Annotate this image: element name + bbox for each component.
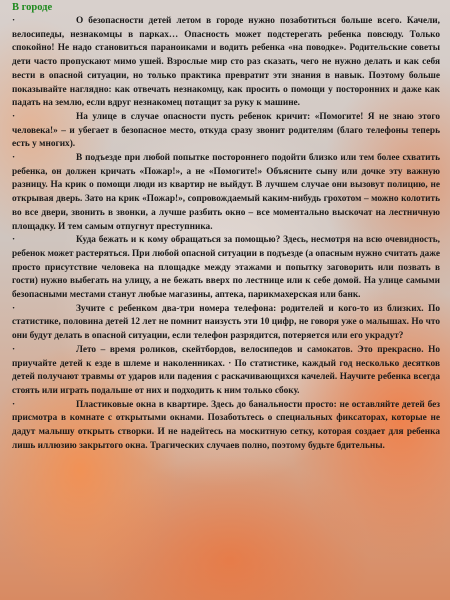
paragraph-text: На улице в случае опасности пусть ребенок кричит: «Помогите! Я не знаю этого человека!» – и убегает в безопасное место, откуда сразу звонит родителям (благо телефоны теперь есть у многих).	[12, 111, 440, 150]
paragraph-text: Лето – время роликов, скейтбордов, велосипедов и самокатов. Это прекрасно. Но приучайте детей к езде в шлеме и наколенниках. · По статистике, каждый год несколько десятков детей получают травмы от ударов или падения с раскачивающихся качелей. Научите ребенка всегда стоять или играть подальше от них и подходить к ним только сбоку.	[12, 344, 440, 396]
paragraph-windows	[12, 399, 440, 454]
page-title: В городе	[12, 2, 53, 13]
paragraph-where-to-run	[12, 234, 440, 303]
paragraph-entrance	[12, 152, 440, 234]
paragraph-phone-numbers	[12, 303, 440, 344]
paragraph-text: Зучите с ребенком два-три номера телефона: родителей и кого-то из близких. По статистике, половина детей 12 лет не помнит наизусть эти 10 цифр, не говоря уже о малышах. Но что они будут делать в опасной ситуации, если телефон разрядится, потеряется или его украдут?	[12, 303, 440, 342]
bullet-marker: ·	[12, 235, 16, 246]
paragraph-summer-sports	[12, 344, 440, 399]
bullet-marker: ·	[12, 111, 16, 122]
bullet-marker: ·	[12, 153, 16, 164]
bullet-marker: ·	[12, 399, 16, 410]
paragraph-text: Пластиковые окна в квартире. Здесь до банальности просто: не оставляйте детей без присмотра в комнате с открытыми окнами. Позаботьтесь о специальных фиксаторах, которые не дадут малышу открыть створки. И не надейтесь на москитную сетку, которая создает для ребенка лишь иллюзию закрытого окна. Трагических случаев полно, поэтому будьте бдительны.	[12, 399, 440, 451]
paragraph-intro	[12, 15, 440, 111]
paragraph-text: О безопасности детей летом в городе нужно позаботиться больше всего. Качели, велосипеды, незнакомцы в парках… Опасность может подстерегать ребенка повсюду. Только спокойно! Не надо становиться параноиками и водить ребенка «на поводке». Родительские советы дети часто пропускают мимо ушей. Взрослые мир сто раз сказать, чего не нужно делать и как себя вести в опасной ситуации, но только практика превратит эти знания в навык. Поэтому больше показывайте наглядно: как отвечать незнакомцу, как просить о помощи у посторонних и даже как падать на землю, если вдруг незнакомец потащит за руку к машине.	[12, 16, 440, 109]
paragraph-text: В подъезде при любой попытке постороннего подойти близко или тем более схватить ребенка, он должен кричать «Пожар!», а не «Помогите!» Объясните сыну или дочке эту важную разницу. На крик о помощи люди из квартир не выйдут. В лучшем случае они вызовут полицию, не открывая дверь. Зато на крик «Пожар!», сопровождаемый каким-нибудь грохотом – можно колотить во все двери, звонить в звонки, а лучше разбить окно – все моментально выскочат на лестничную площадку. И тем самым отпугнут преступника.	[12, 153, 440, 232]
paragraph-text: Куда бежать и к кому обращаться за помощью? Здесь, несмотря на всю очевидность, ребенок может растеряться. При любой опасной ситуации в подъезде (а опасным нужно считать даже просто присутствие человека на площадке между этажами и попытку заговорить или позвать в гости) нужно выбегать на улицу, а не бежать вверх по лестнице или к себе домой. На улице самыми безопасными местами станут любые магазины, аптека, парикмахерская или банк.	[12, 235, 440, 301]
paragraph-street	[12, 111, 440, 152]
bullet-marker: ·	[12, 344, 16, 355]
bullet-marker: ·	[12, 16, 16, 26]
bullet-marker: ·	[12, 303, 16, 314]
